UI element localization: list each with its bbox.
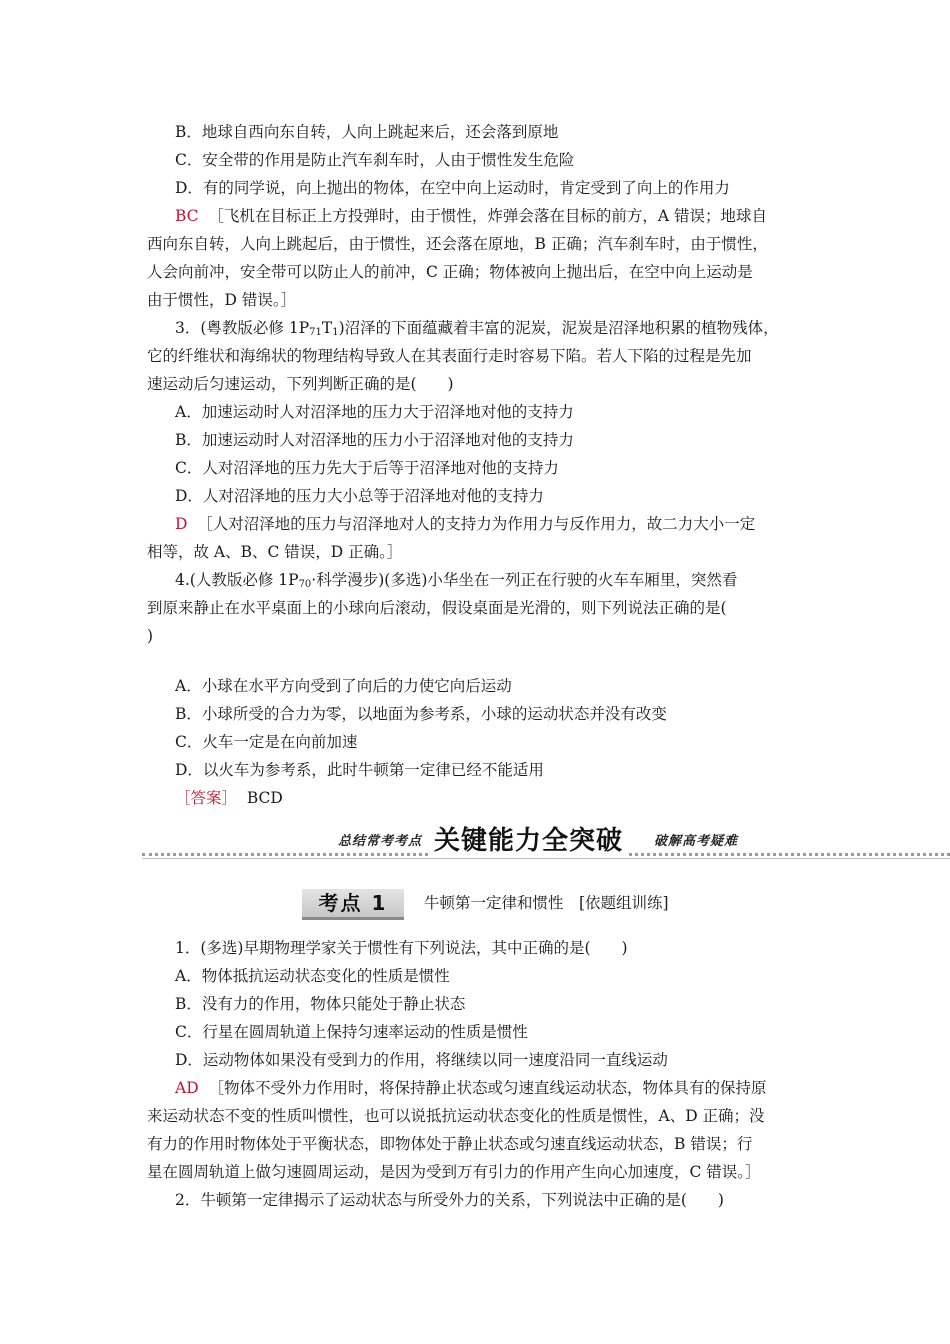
option-d: D．有的同学说，向上抛出的物体，在空中向上运动时，肯定受到了向上的作用力: [175, 179, 730, 197]
answer-key: BC: [175, 207, 199, 225]
banner-left-text: 总结常考考点: [338, 834, 423, 849]
option-c: C．安全带的作用是防止汽车刹车时，人由于惯性发生危险: [175, 151, 575, 169]
answer-text-line: 星在圆周轨道上做匀速圆周运动，是因为受到万有引力的作用产生向心加速度，C 错误。］: [147, 1163, 761, 1181]
answer-explanation: [175, 510, 812, 538]
answer-text-line: 西向东自转，人向上跳起后，由于惯性，还会落在原地，B 正确；汽车刹车时，由于惯性，: [147, 235, 768, 253]
option-b: B．小球所受的合力为零，以地面为参考系，小球的运动状态并没有改变: [175, 705, 667, 723]
option-b: B．加速运动时人对沼泽地的压力小于沼泽地对他的支持力: [175, 431, 574, 449]
q3-t: T: [321, 319, 333, 337]
q3-t-sub: 1: [332, 327, 339, 338]
topic-tag: 考点 1: [302, 889, 404, 920]
option-a: A．小球在水平方向受到了向后的力使它向后运动: [175, 677, 512, 695]
q4-page-sub: 70: [298, 579, 312, 590]
option-d: D．人对沼泽地的压力大小总等于沼泽地对他的支持力: [175, 487, 544, 505]
q4-text: ·科学漫步)(多选)小华坐在一列正在行驶的火车车厢里，突然看: [311, 571, 738, 589]
q3-text: )沼泽的下面蕴藏着丰富的泥炭，泥炭是沼泽地积累的植物残体，: [338, 319, 779, 337]
answer-text-line: 来运动状态不变的性质叫惯性，也可以说抵抗运动状态变化的性质是惯性，A、D 正确；没: [147, 1107, 765, 1125]
q3-source: 3．(粤教版必修 1P: [175, 319, 310, 337]
q3-page-sub: 71: [309, 327, 322, 338]
banner-title: 关键能力全突破: [430, 820, 627, 857]
topic-title: 牛顿第一定律和惯性 [依题组训练]: [424, 894, 669, 912]
answer-text: ［飞机在目标正上方投弹时，由于惯性，炸弹会落在目标的前方，A 错误；地球自: [208, 207, 768, 225]
answer-text-line: 由于惯性，D 错误。］: [147, 291, 297, 309]
k1-question: 1．(多选)早期物理学家关于惯性有下列说法，其中正确的是( ): [175, 939, 628, 957]
option-d: D．以火车为参考系，此时牛顿第一定律已经不能适用: [175, 761, 544, 779]
answer-text-line: 人会向前冲，安全带可以防止人的前冲，C 正确；物体被向上抛出后，在空中向上运动是: [147, 263, 753, 281]
option-a: A．物体抵抗运动状态变化的性质是惯性: [175, 967, 450, 985]
option-b: B．没有力的作用，物体只能处于静止状态: [175, 995, 466, 1013]
q4-source: 4.(人教版必修 1P: [175, 571, 299, 589]
question-3-line: 它的纤维状和海绵状的物理结构导致人在其表面行走时容易下陷。若人下陷的过程是先加: [147, 347, 752, 365]
k2-question: 2．牛顿第一定律揭示了运动状态与所受外力的关系，下列说法中正确的是( ): [175, 1191, 724, 1209]
question-4-line: 到原来静止在水平桌面上的小球向后滚动，假设桌面是光滑的，则下列说法正确的是(: [147, 599, 727, 617]
answer-line: [175, 784, 812, 812]
answer-explanation: [175, 1074, 812, 1102]
answer-key: D: [175, 515, 188, 533]
option-b: B．地球自西向东自转，人向上跳起来后，还会落到原地: [175, 123, 559, 141]
option-d: D．运动物体如果没有受到力的作用，将继续以同一速度沿同一直线运动: [175, 1051, 668, 1069]
banner-rule: [142, 858, 950, 859]
answer-label: ［答案］: [175, 789, 238, 807]
option-c: C．行星在圆周轨道上保持匀速率运动的性质是惯性: [175, 1023, 528, 1041]
section-banner: [142, 820, 950, 860]
answer-explanation: [175, 202, 812, 230]
answer-text: ［人对沼泽地的压力与沼泽地对人的支持力为作用力与反作用力，故二力大小一定: [197, 515, 756, 533]
banner-right-text: 破解高考疑难: [654, 834, 739, 849]
option-c: C．火车一定是在向前加速: [175, 733, 358, 751]
answer-text-line: 有力的作用时物体处于平衡状态，即物体处于静止状态或匀速直线运动状态，B 错误；行: [147, 1135, 753, 1153]
answer-value: BCD: [246, 789, 283, 807]
answer-key: AD: [175, 1079, 199, 1097]
answer-text: ［物体不受外力作用时，将保持静止状态或匀速直线运动状态，物体具有的保持原: [208, 1079, 767, 1097]
option-c: C．人对沼泽地的压力先大于后等于沼泽地对他的支持力: [175, 459, 559, 477]
answer-text-line: 相等，故 A、B、C 错误，D 正确。］: [147, 543, 403, 561]
question-3-line: 速运动后匀速运动，下列判断正确的是( ): [147, 375, 454, 393]
option-a: A．加速运动时人对沼泽地的压力大于沼泽地对他的支持力: [175, 403, 574, 421]
question-4-line: ): [147, 627, 154, 645]
